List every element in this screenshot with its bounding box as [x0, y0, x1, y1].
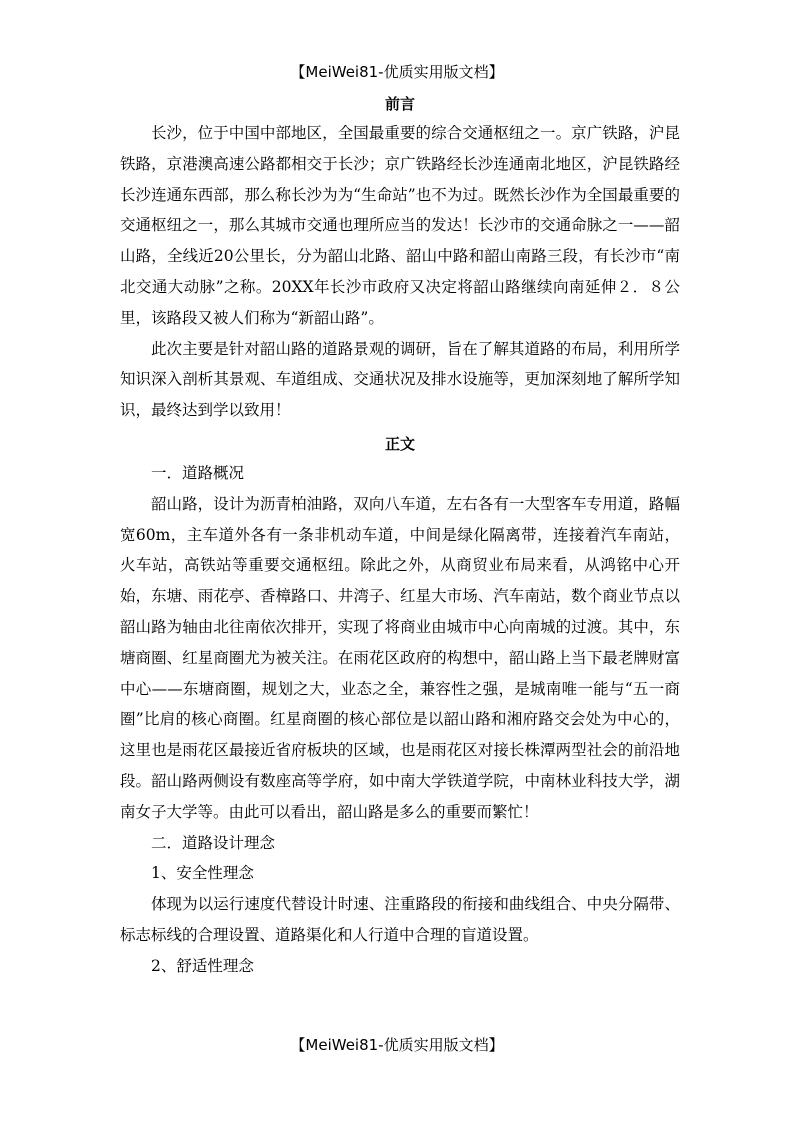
section-2-item-2-title: 2、舒适性理念 [151, 956, 254, 975]
body-heading: 正文 [384, 434, 415, 453]
section-1-title: 一．道路概况 [151, 463, 245, 482]
section-2-item-1-text: 体现为以运行速度代替设计时速、注重路段的衔接和曲线组合、中央分隔带、标志标线的合理设置、道路渠化和人行道中合理的盲道设置。 [120, 895, 680, 944]
footer-banner: 【MeiWei81-优质实用版文档】 [290, 1036, 504, 1054]
section-1-paragraph: 韶山路，设计为沥青柏油路，双向八车道，左右各有一大型客车专用道，路幅宽60m，主车道外各有一条非机动车道，中间是绿化隔离带，连接着汽车南站，火车站，高铁站等重要交通枢纽。除此之外，从商贸业布局来看，从鸿铭中心开始，东塘、雨花亭、香樟路口、井湾子、红星大市场、汽车南站，数个商业节点以韶山路为轴由北往南依次排开，实现了将商业由城市中心向南城的过渡。其中，东塘商圈、红星商圈尤为被关注。在雨花区政府的构想中，韶山路上当下最老牌财富中心——东塘商圈，规划之大，业态之全，兼容性之强，是城南唯一能与“五一商圈”比肩的核心商圈。红星商圈的核心部位是以韶山路和湘府路交会处为中心的，这里也是雨花区最接近省府板块的区域，也是雨花区对接长株潭两型社会的前沿地段。韶山路两侧设有数座高等学府，如中南大学铁道学院，中南林业科技大学，湖南女子大学等。由此可以看出，韶山路是多么的重要而繁忙！ [120, 494, 680, 821]
preface-heading: 前言 [384, 95, 415, 113]
section-2-item-1-title: 1、安全性理念 [151, 864, 254, 883]
header-banner: 【MeiWei81-优质实用版文档】 [290, 63, 504, 81]
preface-paragraph-2: 此次主要是针对韶山路的道路景观的调研，旨在了解其道路的布局，利用所学知识深入剖析其景观、车道组成、交通状况及排水设施等，更加深刻地了解所学知识，最终达到学以致用！ [120, 339, 680, 420]
section-2-title: 二．道路设计理念 [151, 833, 276, 852]
document-body [120, 90, 680, 982]
preface-paragraph-1: 长沙，位于中国中部地区，全国最重要的综合交通枢纽之一。京广铁路，沪昆铁路，京港澳高速公路都相交于长沙；京广铁路经长沙连通南北地区，沪昆铁路经长沙连通东西部，那么称长沙为为“生命站”也不为过。既然长沙作为全国最重要的交通枢纽之一，那么其城市交通也理所应当的发达！长沙市的交通命脉之一——韶山路，全线近20公里长，分为韶山北路、韶山中路和韶山南路三段，有长沙市“南北交通大动脉”之称。20XX年长沙市政府又决定将韶山路继续向南延伸２．８公里，该路段又被人们称为“新韶山路”。 [120, 124, 680, 327]
